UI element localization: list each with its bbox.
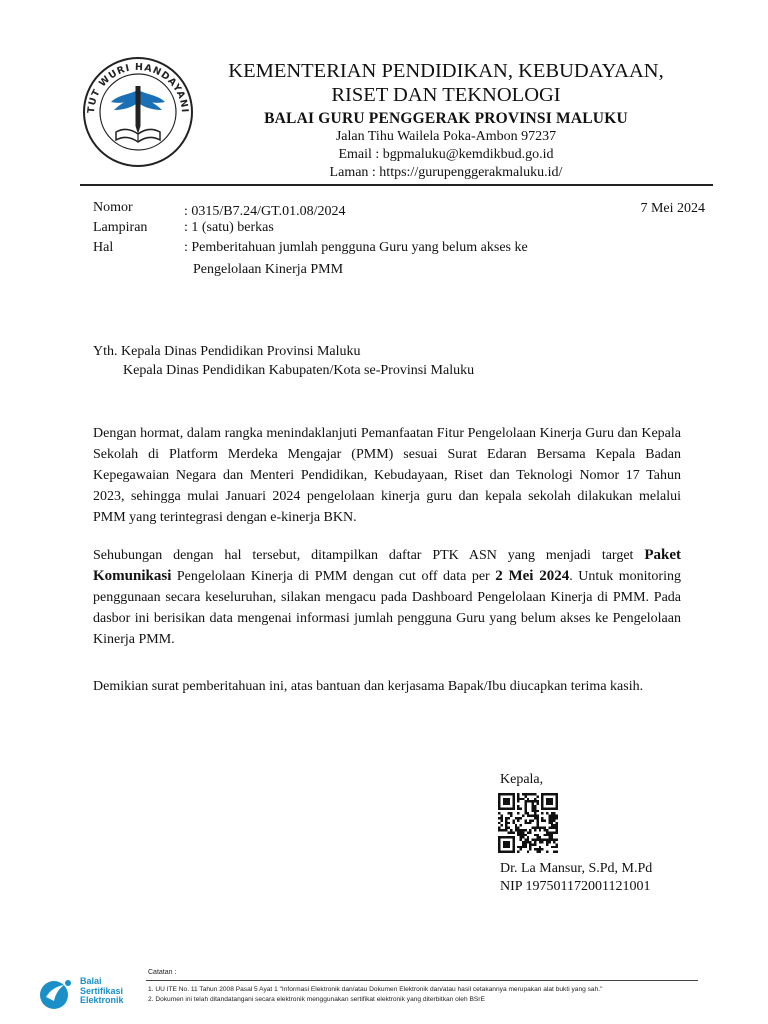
nomor-value: : 0315/B7.24/GT.01.08/2024 — [184, 204, 346, 219]
ministry-name-line1: KEMENTERIAN PENDIDIKAN, KEBUDAYAAN, — [228, 60, 664, 82]
bsre-line2: Sertifikasi — [80, 985, 124, 996]
letter-date: 7 Mei 2024 — [640, 201, 705, 216]
office-name: BALAI GURU PENGGERAK PROVINSI MALUKU — [264, 110, 628, 127]
ministry-name-line2: RISET DAN TEKNOLOGI — [331, 84, 561, 106]
para2-text-c: Pengelolaan Kinerja di PMM dengan cut off data per — [171, 569, 496, 584]
logo-motto: TUT WURI HANDAYANI — [85, 61, 191, 114]
lampiran-value: : 1 (satu) berkas — [184, 220, 274, 235]
para2-bold-date: 2 Mei 2024 — [495, 568, 570, 584]
signature-title: Kepala, — [500, 772, 544, 787]
letterhead-divider — [80, 184, 713, 186]
footer-note-2: 2. Dokumen ini telah ditandatangani secara elektronik menggunakan sertifikat elektronik yang diterbitkan oleh BSrE — [148, 996, 485, 1003]
para2-text-a: Sehubungan dengan hal tersebut, ditampilkan daftar PTK ASN yang menjadi target — [93, 548, 645, 563]
bsre-line1: Balai — [80, 976, 102, 986]
body-paragraph-1: Dengan hormat, dalam rangka menindaklanjuti Pemanfaatan Fitur Pengelolaan Kinerja Guru dan Kepala Sekolah di Platform Merdeka Mengajar (PMM) sesuai Surat Edaran Bersama Kepala Badan Kepegawaian Negara dan Menteri Pendidikan, Kebudayaan, Riset dan Teknologi Nomor 17 Tahun 2023, sehingga mulai Januari 2024 pengelolaan kinerja guru dan kepala sekolah dilakukan melalui PMM yang terintegrasi dengan e-kinerja BKN. — [93, 426, 681, 525]
hal-label: Hal — [93, 240, 114, 255]
qr-code-icon — [498, 793, 558, 853]
hal-value-line1: : Pemberitahuan jumlah pengguna Guru yang belum akses ke — [184, 240, 528, 255]
bsre-line3: Elektronik — [80, 995, 124, 1005]
footer-note-1: 1. UU ITE No. 11 Tahun 2008 Pasal 5 Ayat 1 "Informasi Elektronik dan/atau Dokumen Elektronik dan/atau hasil cetakannya merupakan alat bukti yang sah." — [148, 986, 603, 993]
footer-divider — [146, 980, 698, 981]
signatory-nip: NIP 197501172001121001 — [500, 879, 651, 894]
nomor-label: Nomor — [93, 200, 133, 215]
signatory-name: Dr. La Mansur, S.Pd, M.Pd — [500, 861, 653, 876]
para2-text-e: . Untuk monitoring penggunaan secara keseluruhan, silakan mengacu pada Dashboard Pengelolaan Kinerja di PMM. Pada dasbor ini berisikan data mengenai informasi jumlah pengguna Guru yang belum akses ke Pengelolaan Kinerja PMM. — [93, 569, 681, 647]
catatan-label: Catatan : — [148, 969, 177, 976]
lampiran-label: Lampiran — [93, 220, 148, 235]
para2-bold-paket-komunikasi: Paket Komunikasi — [93, 547, 681, 584]
recipient-line1: Yth. Kepala Dinas Pendidikan Provinsi Maluku — [93, 344, 361, 359]
bsre-logo-icon — [38, 975, 78, 1011]
tut-wuri-handayani-logo — [78, 50, 198, 170]
body-paragraph-2 — [93, 545, 681, 650]
hal-value-line2: Pengelolaan Kinerja PMM — [193, 262, 344, 277]
office-website: Laman : https://gurupenggerakmaluku.id/ — [329, 165, 563, 180]
bsre-wordmark — [80, 977, 124, 1006]
body-paragraph-3: Demikian surat pemberitahuan ini, atas bantuan dan kerjasama Bapak/Ibu diucapkan terima kasih. — [93, 679, 644, 694]
office-address: Jalan Tihu Wailela Poka-Ambon 97237 — [335, 129, 557, 144]
recipient-line2: Kepala Dinas Pendidikan Kabupaten/Kota se-Provinsi Maluku — [123, 363, 475, 378]
office-email: Email : bgpmaluku@kemdikbud.go.id — [338, 147, 554, 162]
